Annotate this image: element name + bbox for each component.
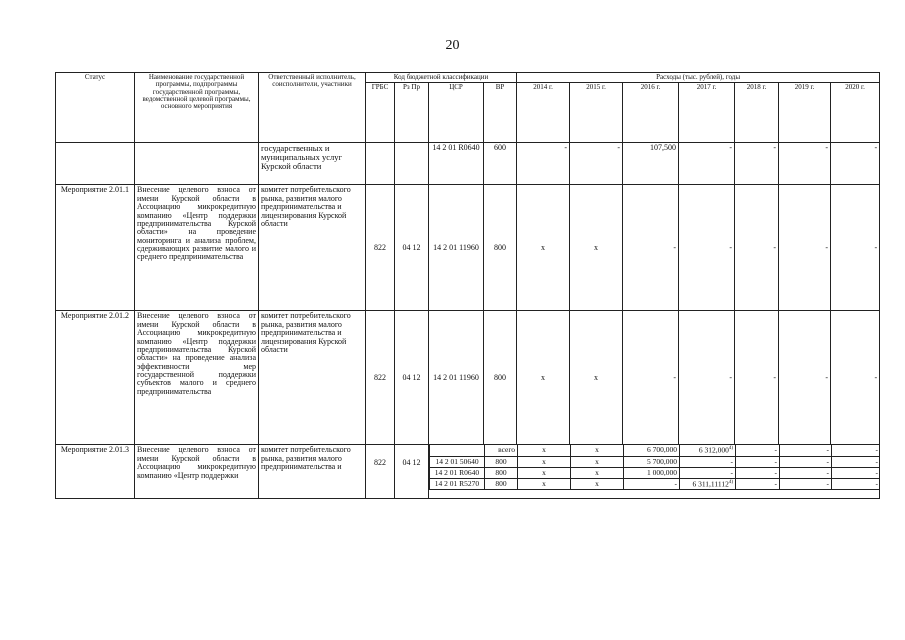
- sub-row: [430, 467, 880, 478]
- value-cell: x: [570, 311, 623, 445]
- header-rzpr: Рз Пр: [395, 83, 429, 143]
- responsible-cell: государственных и муниципальных услуг Курской области: [259, 143, 366, 185]
- value-cell: x: [518, 445, 571, 456]
- value-cell: x: [571, 456, 624, 467]
- grbs-cell: 822: [366, 311, 395, 445]
- responsible-cell: комитет потребительского рынка, развития малого предпринимательства и лицензирования Курской области: [259, 185, 366, 311]
- value-cell: x: [571, 467, 624, 478]
- value-cell: -: [735, 311, 779, 445]
- status-cell: Мероприятие 2.01.1: [56, 185, 135, 311]
- value-cell: -: [779, 311, 831, 445]
- value-cell: -: [832, 456, 880, 467]
- value-cell: x: [518, 456, 571, 467]
- value-cell: -: [832, 467, 880, 478]
- value-cell: -: [779, 185, 831, 311]
- header-status: Статус: [56, 73, 135, 143]
- value-cell: -: [736, 467, 780, 478]
- sub-row: [430, 445, 880, 456]
- page-number: 20: [445, 38, 460, 53]
- table-row: [56, 445, 880, 499]
- status-cell: Мероприятие 2.01.3: [56, 445, 135, 499]
- footnote-mark: 4): [728, 479, 733, 485]
- vr-cell: 800: [484, 311, 517, 445]
- value-cell: -: [780, 467, 832, 478]
- value-cell: [680, 478, 736, 489]
- responsible-cell: комитет потребительского рынка, развития малого предпринимательства и лицензирования Курской области: [259, 311, 366, 445]
- csr-cell: 14 2 01 11960: [429, 311, 484, 445]
- header-year: 2016 г.: [623, 83, 679, 143]
- responsible-cell: комитет потребительского рынка, развития малого предпринимательства и: [259, 445, 366, 499]
- value-cell: -: [679, 185, 735, 311]
- value-cell: -: [831, 311, 880, 445]
- value-cell: x: [571, 445, 624, 456]
- vr-cell: 800: [485, 467, 518, 478]
- sub-row: [430, 478, 880, 489]
- name-cell: Внесение целевого взноса от имени Курской области в Ассоциацию микрокредитную компанию «Центр поддержки предпринимательства Курской области» на проведение анализа эффективности мер государственной поддержки субъектов малого и среднего предпринимательства: [135, 311, 259, 445]
- csr-cell: 14 2 01 R0640: [429, 143, 484, 185]
- header-csr: ЦСР: [429, 83, 484, 143]
- vr-cell: 600: [484, 143, 517, 185]
- value-cell: -: [680, 467, 736, 478]
- rzpr-cell: [395, 143, 429, 185]
- value-text: 6 311,11112: [692, 479, 729, 489]
- header-name: Наименование государственной программы, подпрограммы государственной программы, ведомственной целевой программы, основного мероприятия: [135, 73, 259, 143]
- grbs-cell: [366, 143, 395, 185]
- value-cell: -: [679, 311, 735, 445]
- sub-row: [430, 456, 880, 467]
- value-cell: -: [736, 478, 780, 489]
- value-cell: 1 000,000: [624, 467, 680, 478]
- table-row: [56, 185, 880, 311]
- header-expenses: Расходы (тыс. рублей), годы: [517, 73, 880, 83]
- csr-cell: 14 2 01 R5270: [430, 478, 485, 489]
- value-cell: x: [570, 185, 623, 311]
- sub-rows: [429, 445, 880, 499]
- footnote-mark: 4): [728, 446, 733, 452]
- value-cell: -: [832, 478, 880, 489]
- status-cell: Мероприятие 2.01.2: [56, 311, 135, 445]
- grbs-cell: 822: [366, 185, 395, 311]
- value-cell: -: [680, 456, 736, 467]
- value-cell: 107,500: [623, 143, 679, 185]
- header-year: 2015 г.: [570, 83, 623, 143]
- csr-cell: 14 2 01 R0640: [430, 467, 485, 478]
- value-cell: -: [623, 311, 679, 445]
- header-responsible: Ответственный исполнитель, соисполнители, участники: [259, 73, 366, 143]
- value-cell: -: [780, 445, 832, 456]
- status-cell: [56, 143, 135, 185]
- vr-cell: 800: [484, 185, 517, 311]
- value-cell: -: [623, 185, 679, 311]
- name-cell: [135, 143, 259, 185]
- table-row: [56, 143, 880, 185]
- value-text: 6 312,000: [698, 445, 729, 455]
- value-cell: x: [518, 478, 571, 489]
- value-cell: x: [518, 467, 571, 478]
- value-cell: -: [831, 143, 880, 185]
- header-budget-code: Код бюджетной классификации: [366, 73, 517, 83]
- value-cell: x: [571, 478, 624, 489]
- rzpr-cell: 04 12: [395, 445, 429, 499]
- value-cell: 5 700,000: [624, 456, 680, 467]
- value-cell: -: [735, 185, 779, 311]
- header-vr: ВР: [484, 83, 517, 143]
- value-cell: -: [780, 478, 832, 489]
- value-cell: -: [779, 143, 831, 185]
- grbs-cell: 822: [366, 445, 395, 499]
- header-year: 2014 г.: [517, 83, 570, 143]
- value-cell: 6 700,000: [624, 445, 680, 456]
- value-cell: -: [736, 456, 780, 467]
- value-cell: -: [780, 456, 832, 467]
- csr-cell: 14 2 01 11960: [429, 185, 484, 311]
- header-year: 2017 г.: [679, 83, 735, 143]
- csr-cell: 14 2 01 50640: [430, 456, 485, 467]
- csr-cell: [430, 445, 485, 456]
- rzpr-cell: 04 12: [395, 185, 429, 311]
- value-cell: -: [736, 445, 780, 456]
- header-year: 2018 г.: [735, 83, 779, 143]
- value-cell: -: [832, 445, 880, 456]
- header-year: 2019 г.: [779, 83, 831, 143]
- value-cell: -: [517, 143, 570, 185]
- header-year: 2020 г.: [831, 83, 880, 143]
- value-cell: [680, 445, 736, 456]
- vr-cell: всего: [485, 445, 518, 456]
- budget-table: [55, 72, 880, 499]
- table-row: [56, 311, 880, 445]
- header-grbs: ГРБС: [366, 83, 395, 143]
- value-cell: -: [624, 478, 680, 489]
- name-cell: Внесение целевого взноса от имени Курской области в Ассоциацию микрокредитную компанию «Центр поддержки предпринимательства Курской области» на проведение мониторинга и анализа проблем, сдерживающих развитие малого и среднего предпринимательства: [135, 185, 259, 311]
- name-cell: Внесение целевого взноса от имени Курской области в Ассоциацию микрокредитную компанию «Центр поддержки: [135, 445, 259, 499]
- rzpr-cell: 04 12: [395, 311, 429, 445]
- value-cell: -: [831, 185, 880, 311]
- vr-cell: 800: [485, 478, 518, 489]
- vr-cell: 800: [485, 456, 518, 467]
- value-cell: -: [735, 143, 779, 185]
- value-cell: x: [517, 185, 570, 311]
- value-cell: x: [517, 311, 570, 445]
- value-cell: -: [679, 143, 735, 185]
- value-cell: -: [570, 143, 623, 185]
